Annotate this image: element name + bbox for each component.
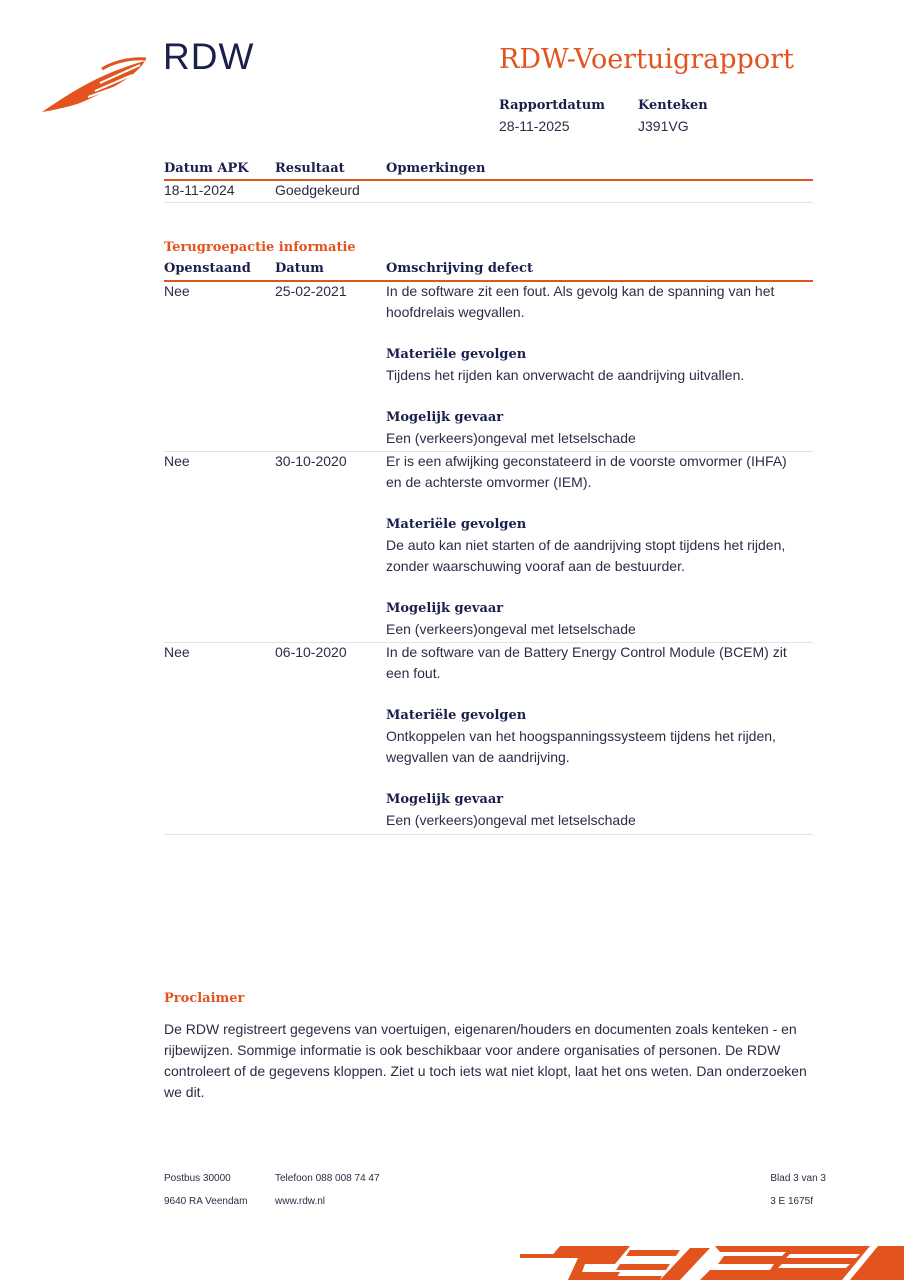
apk-row-result: Goedgekeurd <box>275 182 360 198</box>
recall-row-rule <box>164 834 813 835</box>
proclaimer-line: controleert of de gegevens kloppen. Ziet u toch iets wat niet klopt, laat het ons weten. Dan onderzoeken <box>164 1063 807 1079</box>
recall-header-open: Openstaand <box>164 261 251 276</box>
report-date-label: Rapportdatum <box>499 98 605 113</box>
recall-row-description <box>386 281 816 449</box>
recall-row-open: Nee <box>164 453 190 469</box>
footer-phone: Telefoon 088 008 74 47 <box>275 1173 380 1184</box>
decorative-stripes-icon <box>520 1244 904 1280</box>
recall-row-open: Nee <box>164 644 190 660</box>
plate-label: Kenteken <box>638 98 708 113</box>
danger-text: Een (verkeers)ongeval met letselschade <box>386 430 636 446</box>
defect-line: Er is een afwijking geconstateerd in de voorste omvormer (IHFA) <box>386 453 787 469</box>
recall-header-defect: Omschrijving defect <box>386 261 533 276</box>
recall-row-date: 06-10-2020 <box>275 644 347 660</box>
material-line: De auto kan niet starten of de aandrijving stopt tijdens het rijden, <box>386 537 786 553</box>
proclaimer-line: rijbewijzen. Sommige informatie is ook beschikbaar voor andere organisaties of personen. De RDW <box>164 1042 781 1058</box>
defect-line: een fout. <box>386 665 441 681</box>
footer-website[interactable]: www.rdw.nl <box>275 1196 326 1207</box>
proclaimer-text <box>164 1019 824 1103</box>
recall-row-description <box>386 451 816 640</box>
material-label: Materiële gevolgen <box>386 517 527 532</box>
apk-row-rule <box>164 202 813 203</box>
apk-row-date: 18-11-2024 <box>164 182 235 198</box>
apk-header-rule <box>164 179 813 181</box>
recall-section-title: Terugroepactie informatie <box>164 240 356 255</box>
apk-header-date: Datum APK <box>164 161 249 176</box>
defect-line: In de software van de Battery Energy Control Module (BCEM) zit <box>386 644 787 660</box>
report-title: RDW-Voertuigrapport <box>499 44 794 75</box>
rdw-logo-icon <box>40 55 150 115</box>
proclaimer-line: we dit. <box>164 1084 205 1100</box>
proclaimer-title: Proclaimer <box>164 991 245 1006</box>
material-label: Materiële gevolgen <box>386 708 527 723</box>
footer-code: 3 E 1675f <box>770 1196 813 1207</box>
apk-header-remarks: Opmerkingen <box>386 161 486 176</box>
apk-header-result: Resultaat <box>275 161 345 176</box>
danger-label: Mogelijk gevaar <box>386 410 504 425</box>
recall-row-open: Nee <box>164 283 190 299</box>
footer-page-number: Blad 3 van 3 <box>770 1173 826 1184</box>
material-line: Tijdens het rijden kan onverwacht de aandrijving uitvallen. <box>386 367 745 383</box>
material-line: Ontkoppelen van het hoogspanningssysteem tijdens het rijden, <box>386 728 776 744</box>
danger-label: Mogelijk gevaar <box>386 792 504 807</box>
logo-text: RDW <box>163 36 255 77</box>
footer-postbus: Postbus 30000 <box>164 1173 231 1184</box>
recall-header-date: Datum <box>275 261 324 276</box>
recall-row-date: 25-02-2021 <box>275 283 347 299</box>
defect-line: hoofdrelais wegvallen. <box>386 304 525 320</box>
material-line: wegvallen van de aandrijving. <box>386 749 570 765</box>
danger-label: Mogelijk gevaar <box>386 601 504 616</box>
defect-line: en de achterste omvormer (IEM). <box>386 474 592 490</box>
proclaimer-line: De RDW registreert gegevens van voertuigen, eigenaren/houders en documenten zoals kenteken - en <box>164 1021 797 1037</box>
defect-line: In de software zit een fout. Als gevolg kan de spanning van het <box>386 283 775 299</box>
plate-value: J391VG <box>638 118 689 134</box>
recall-row-description <box>386 642 816 831</box>
danger-text: Een (verkeers)ongeval met letselschade <box>386 812 636 828</box>
recall-row-date: 30-10-2020 <box>275 453 347 469</box>
footer-postcode: 9640 RA Veendam <box>164 1196 248 1207</box>
report-date-value: 28-11-2025 <box>499 118 570 134</box>
danger-text: Een (verkeers)ongeval met letselschade <box>386 621 636 637</box>
material-label: Materiële gevolgen <box>386 347 527 362</box>
material-line: zonder waarschuwing vooraf aan de bestuurder. <box>386 558 685 574</box>
